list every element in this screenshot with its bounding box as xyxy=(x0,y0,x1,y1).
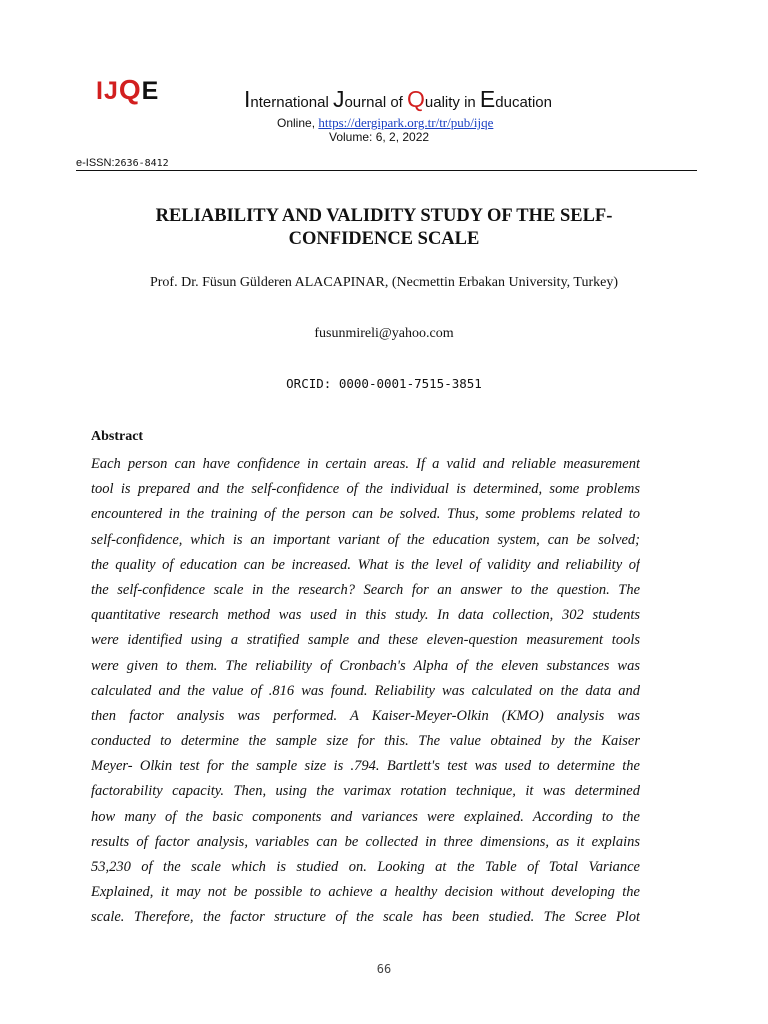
paper-title-line: CONFIDENCE SCALE xyxy=(288,229,480,249)
journal-title-word: ducation xyxy=(495,94,552,111)
journal-title-initial: I xyxy=(244,86,251,112)
logo-part-q: Q xyxy=(118,74,142,105)
abstract-line: encountered in the training of the person can be solved. Thus, some problems related to xyxy=(91,506,640,523)
journal-logo xyxy=(96,74,159,106)
author-email: fusunmireli@yahoo.com xyxy=(314,326,454,341)
orcid-line: ORCID: 0000-0001-7515-3851 xyxy=(286,376,482,391)
paper-title xyxy=(90,205,678,251)
issn-line xyxy=(76,157,169,169)
abstract-line: scale. Therefore, the factor structure of the scale has been studied. The Scree Plot xyxy=(91,909,640,926)
author-line: Prof. Dr. Füsun Gülderen ALACAPINAR, (Necmettin Erbakan University, Turkey) xyxy=(149,275,619,290)
journal-title xyxy=(244,86,552,113)
header-divider xyxy=(76,170,697,171)
issn-label: e-ISSN: xyxy=(76,157,115,169)
abstract-line: calculated and the value of .816 was found. Reliability was calculated on the data and xyxy=(91,682,640,699)
abstract-line: conducted to determine the sample size for this. The value obtained by the Kaiser xyxy=(91,733,640,750)
abstract-line: 53,230 of the scale which is studied on. Looking at the Table of Total Variance xyxy=(91,859,640,875)
journal-title-initial: E xyxy=(479,86,496,112)
abstract-line: how many of the basic components and variances were explained. According to the xyxy=(91,808,640,825)
abstract-line: were given to them. The reliability of Cronbach's Alpha of the eleven substances was xyxy=(91,657,640,674)
online-line xyxy=(277,115,493,131)
abstract-line: tool is prepared and the self-confidence of the individual is determined, some problems xyxy=(91,481,640,498)
page-number: 66 xyxy=(376,962,392,976)
volume-info: Volume: 6, 2, 2022 xyxy=(329,130,430,144)
abstract-line: quantitative research method was used in this study. In data collection, 302 students xyxy=(91,607,640,624)
abstract-line: the quality of education can be increased. What is the level of validity and reliability of xyxy=(91,556,640,573)
journal-title-initial: Q xyxy=(407,86,425,112)
abstract-line: Explained, it may not be possible to achieve a healthy decision without developing the xyxy=(91,884,640,901)
journal-title-word: uality in xyxy=(424,94,480,111)
abstract-heading: Abstract xyxy=(91,429,144,444)
issn-number: 2636-8412 xyxy=(114,158,169,169)
journal-url-link[interactable]: https://dergipark.org.tr/tr/pub/ijqe xyxy=(318,115,494,130)
abstract-line: Each person can have confidence in certain areas. If a valid and reliable measurement xyxy=(91,456,640,472)
logo-part-e: E xyxy=(141,77,160,105)
abstract-line: self-confidence, which is an important variant of the education system, can be solved; xyxy=(91,531,640,548)
abstract-line: results of factor analysis, variables can be collected in three dimensions, as it explains xyxy=(91,833,640,850)
abstract-line: Meyer- Olkin test for the sample size is .794. Bartlett's test was used to determine the xyxy=(91,758,640,775)
journal-title-word: ournal of xyxy=(344,94,407,111)
logo-part-ij: IJ xyxy=(96,77,119,105)
abstract-line: factorability capacity. Then, using the varimax rotation technique, it was determined xyxy=(91,783,640,800)
abstract-line: the self-confidence scale in the research? Search for an answer to the question. The xyxy=(91,581,640,598)
online-label: Online, xyxy=(277,116,319,130)
journal-title-initial: J xyxy=(332,86,345,112)
journal-title-word: nternational xyxy=(250,94,333,111)
abstract-line: were identified using a stratified sample and these eleven-question measurement tools xyxy=(91,632,640,649)
abstract-body xyxy=(91,452,640,931)
abstract-line: then factor analysis was performed. A Kaiser-Meyer-Olkin (KMO) analysis was xyxy=(91,707,640,724)
paper-title-line: RELIABILITY AND VALIDITY STUDY OF THE SELF- xyxy=(155,206,613,226)
